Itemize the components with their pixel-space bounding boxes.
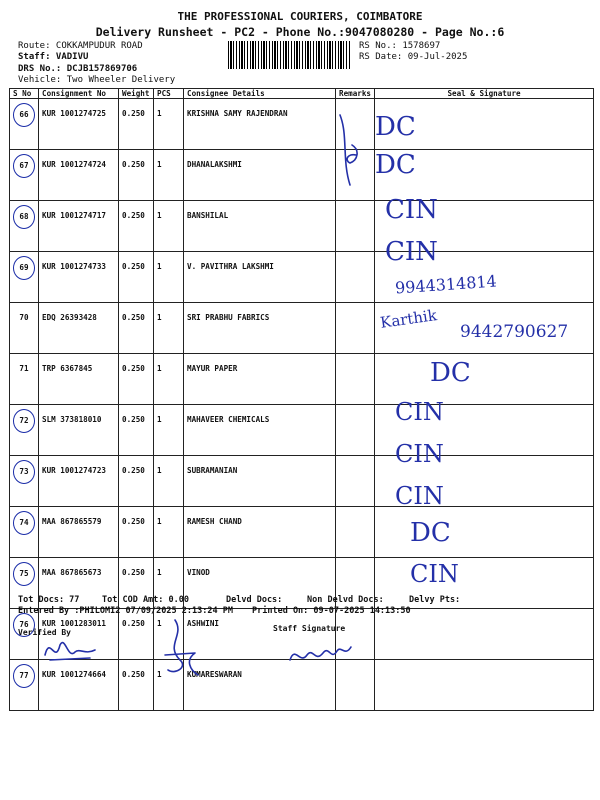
remarks-cell (336, 201, 375, 252)
barcode (228, 41, 351, 69)
consignee-cell: V. PAVITHRA LAKSHMI (184, 252, 336, 303)
consignee-cell: ASHWINI (184, 609, 336, 660)
col-sno: S No (10, 89, 39, 99)
pcs-cell: 1 (154, 558, 184, 609)
pcs-cell: 1 (154, 660, 184, 711)
consignee-cell: SRI PRABHU FABRICS (184, 303, 336, 354)
consignment-cell: EDQ 26393428 (39, 303, 119, 354)
remarks-cell (336, 252, 375, 303)
weight-cell: 0.250 (119, 558, 154, 609)
sno-cell: 76 (13, 613, 35, 637)
weight-cell: 0.250 (119, 252, 154, 303)
handwriting-row68: CIN (385, 195, 438, 225)
handwriting-row70: 9944314814 (394, 271, 498, 298)
handwriting-row72: DC (430, 358, 471, 388)
table-row (10, 507, 594, 558)
seal-cell (375, 660, 594, 711)
col-pcs: PCS (154, 89, 184, 99)
seal-cell (375, 558, 594, 609)
consignment-cell: KUR 1001283011 (39, 609, 119, 660)
consignee-cell: KUMARESWARAN (184, 660, 336, 711)
consignee-cell: VINOD (184, 558, 336, 609)
pcs-cell: 1 (154, 354, 184, 405)
handwriting-row77: CIN (410, 560, 459, 588)
handwriting-row67: DC (375, 150, 416, 180)
table-row (10, 558, 594, 609)
weight-cell: 0.250 (119, 354, 154, 405)
rs-number: RS No.: 1578697 (359, 41, 441, 51)
consignment-cell: KUR 1001274717 (39, 201, 119, 252)
sno-cell: 68 (13, 205, 35, 229)
table-row (10, 201, 594, 252)
staff-signature (285, 635, 355, 670)
route-info: Route: COKKAMPUDUR ROAD (18, 41, 143, 51)
sno-cell: 71 (10, 354, 39, 405)
consignment-cell: KUR 1001274725 (39, 99, 119, 150)
handwriting-row75: CIN (395, 482, 444, 510)
weight-cell: 0.250 (119, 456, 154, 507)
total-docs: Tot Docs: 77 (18, 595, 80, 605)
col-weight: Weight (119, 89, 154, 99)
printed-on: Printed On: 09-07-2025 14:13:50 (252, 606, 411, 616)
weight-cell: 0.250 (119, 150, 154, 201)
pcs-cell: 1 (154, 456, 184, 507)
pcs-cell: 1 (154, 150, 184, 201)
sno-cell: 70 (10, 303, 39, 354)
table-row (10, 150, 594, 201)
consignment-cell: TRP 6367845 (39, 354, 119, 405)
consignee-cell: BANSHILAL (184, 201, 336, 252)
consignment-cell: SLM 373818010 (39, 405, 119, 456)
consignment-cell: KUR 1001274724 (39, 150, 119, 201)
table-row (10, 405, 594, 456)
weight-cell: 0.250 (119, 660, 154, 711)
remarks-cell (336, 507, 375, 558)
verifier-signature (40, 630, 100, 670)
runsheet-subtitle: Delivery Runsheet - PC2 - Phone No.:9047080280 - Page No.:6 (95, 25, 505, 39)
table-row (10, 456, 594, 507)
remarks-cell (336, 456, 375, 507)
consignment-cell: MAA 867865673 (39, 558, 119, 609)
consignee-cell: RAMESH CHAND (184, 507, 336, 558)
weight-cell: 0.250 (119, 405, 154, 456)
weight-cell: 0.250 (119, 609, 154, 660)
sno-cell: 74 (13, 511, 35, 535)
pcs-cell: 1 (154, 507, 184, 558)
consignee-cell: MAYUR PAPER (184, 354, 336, 405)
sno-cell: 73 (13, 460, 35, 484)
handwriting-row66: DC (375, 112, 416, 142)
pcs-cell: 1 (154, 99, 184, 150)
staff-info: Staff: VADIVU (18, 52, 89, 62)
consignee-cell: KRISHNA SAMY RAJENDRAN (184, 99, 336, 150)
pcs-cell: 1 (154, 609, 184, 660)
total-cod: Tot COD Amt: 0.00 (102, 595, 189, 605)
weight-cell: 0.250 (119, 303, 154, 354)
vehicle-info: Vehicle: Two Wheeler Delivery (18, 75, 176, 85)
delivered-docs: Delvd Docs: (226, 595, 283, 605)
sno-cell: 72 (13, 409, 35, 433)
weight-cell: 0.250 (119, 99, 154, 150)
weight-cell: 0.250 (119, 201, 154, 252)
non-delivered-docs: Non Delvd Docs: (307, 595, 384, 605)
seal-cell (375, 507, 594, 558)
col-seal-signature: Seal & Signature (375, 89, 594, 99)
consignment-cell: MAA 867865579 (39, 507, 119, 558)
company-title: THE PROFESSIONAL COURIERS, COIMBATORE (177, 10, 423, 23)
table-row (10, 354, 594, 405)
remarks-cell (336, 354, 375, 405)
drs-number: DRS No.: DCJB157869706 (18, 64, 138, 74)
table-row (10, 252, 594, 303)
sno-cell: 69 (13, 256, 35, 280)
verified-by-label: Verified By (18, 628, 71, 637)
remarks-scribble (330, 105, 370, 195)
runsheet-table (9, 88, 594, 711)
remarks-cell (336, 405, 375, 456)
consignee-cell: MAHAVEER CHEMICALS (184, 405, 336, 456)
entered-by: Entered By :PHILOMI2 07/09/2025 2:13:24 PM (18, 606, 233, 616)
table-row (10, 99, 594, 150)
handwriting-row76: DC (410, 518, 451, 548)
consignee-cell: SUBRAMANIAN (184, 456, 336, 507)
consignee-cell: DHANALAKSHMI (184, 150, 336, 201)
consignment-cell: KUR 1001274733 (39, 252, 119, 303)
consignment-cell: KUR 1001274664 (39, 660, 119, 711)
delivery-points: Delvy Pts: (409, 595, 461, 605)
weight-cell: 0.250 (119, 507, 154, 558)
col-remarks: Remarks (336, 89, 375, 99)
consignment-cell: KUR 1001274723 (39, 456, 119, 507)
col-consignee: Consignee Details (184, 89, 336, 99)
pcs-cell: 1 (154, 303, 184, 354)
pcs-cell: 1 (154, 252, 184, 303)
seal-cell (375, 354, 594, 405)
staff-signature-label: Staff Signature (273, 624, 346, 633)
col-consignment: Consignment No (39, 89, 119, 99)
handwriting-row74: CIN (395, 440, 444, 468)
handwriting-row71-name: Karthik (379, 306, 438, 332)
staff-signature-left (160, 615, 200, 685)
handwriting-row69: CIN (385, 237, 438, 267)
table-header-row (10, 89, 594, 99)
sno-cell: 77 (13, 664, 35, 688)
handwriting-row71-phone: 9442790627 (460, 322, 569, 342)
seal-cell (375, 609, 594, 660)
sno-cell: 75 (13, 562, 35, 586)
rs-date: RS Date: 09-Jul-2025 (359, 52, 468, 62)
pcs-cell: 1 (154, 405, 184, 456)
sno-cell: 66 (13, 103, 35, 127)
handwriting-row73: CIN (395, 398, 444, 426)
remarks-cell (336, 303, 375, 354)
sno-cell: 67 (13, 154, 35, 178)
pcs-cell: 1 (154, 201, 184, 252)
